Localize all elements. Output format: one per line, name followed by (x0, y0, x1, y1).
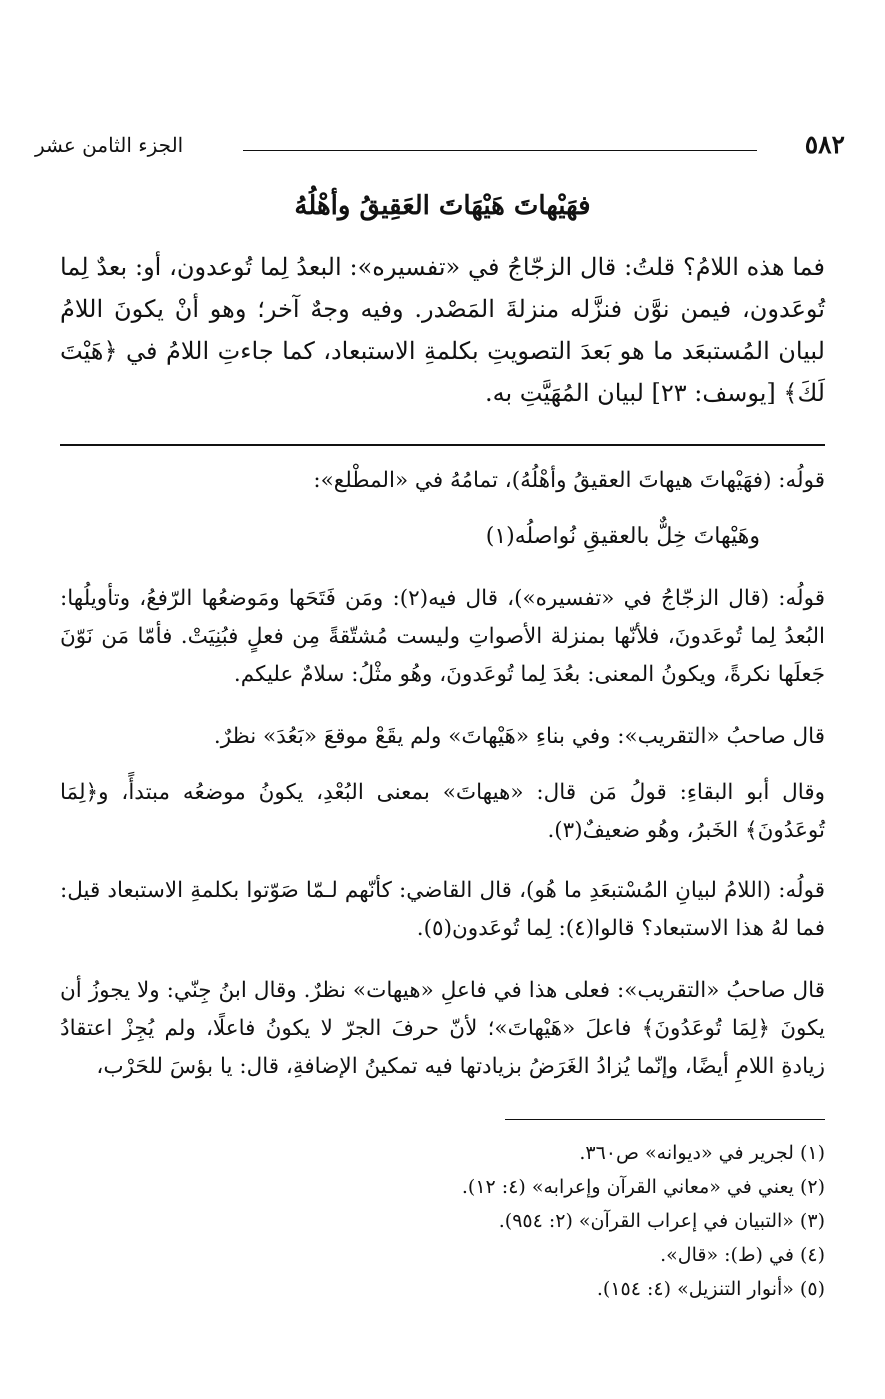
footnote-rule (505, 1119, 825, 1120)
running-head: الجزء الثامن عشر (35, 133, 184, 157)
footnote-5: (٥) «أنوار التنزيل» (٤: ١٥٤). (596, 1278, 825, 1300)
commentary-paragraph-5: قولُه: (اللامُ لبيانِ المُسْتبعَدِ ما هُو)، قال القاضي: كأنّهم لـمّا صَوّتوا بكلمةِ الاستبعاد قيل: فما لهُ هذا الاستبعاد؟ قالوا(٤): لِما تُوعَدون(٥). (60, 878, 825, 941)
main-commentary-separator (60, 444, 825, 446)
footnote-4: (٤) في (ط): «قال». (660, 1244, 825, 1266)
footnote-2: (٢) يعني في «معاني القرآن وإعرابه» (٤: ١٢). (461, 1176, 825, 1198)
footnote-1: (١) لجرير في «ديوانه» ص٣٦٠. (579, 1142, 825, 1164)
poetry-verse: وهَيْهاتَ خِلٌّ بالعقيقِ نُواصلُه(١) (485, 524, 760, 549)
footnote-3: (٣) «التبيان في إعراب القرآن» (٢: ٩٥٤). (498, 1210, 825, 1232)
commentary-paragraph-6: قال صاحبُ «التقريب»: فعلى هذا في فاعلِ «هيهات» نظرٌ. وقال ابنُ جِنّي: ولا يجوزُ أن يكونَ ﴿لِمَا تُوعَدُونَ﴾ فاعلَ «هَيْهاتَ»؛ لأنّ حرفَ الجرّ لا يكونُ فاعلًا، ولم يُجِزْ اعتقادُ زيادةِ اللامِ أيضًا، وإنّما يُزادُ الغَرَضُ بزيادتها فيه تمكينُ الإضافةِ، قال: يا بؤسَ للحَرْب، (60, 978, 825, 1079)
footnotes (60, 1136, 825, 1306)
commentary-paragraph-1: قولُه: (فهَيْهاتَ هيهاتَ العقيقُ وأهْلُهُ)، تمامُهُ في «المطْلع»: (313, 468, 825, 493)
commentary-paragraph-2: قولُه: (قال الزجّاجُ في «تفسيره»)، قال فيه(٢): ومَن فَتَحَها ومَوضعُها الرّفعُ، وتأويلُها: البُعدُ لِما تُوعَدونَ، فلأنّها بمنزلة الأصواتِ وليست مُشتّقةً مِن فعلٍ فبُنِيَتْ. فأمّا مَن نَوّنَ جَعلَها نكرةً، ويكونُ المعنى: بعُدَ لِما تُوعَدونَ، وهُو مثْلُ: سلامٌ عليكم. (60, 586, 825, 687)
page-number: ٥٨٢ (804, 130, 845, 159)
main-text-paragraph: فما هذه اللامُ؟ قلتُ: قال الزجّاجُ في «تفسيره»: البعدُ لِما تُوعدون، أو: بعدٌ لِما تُوعَدون، فيمن نوَّن فنزَّله منزلةَ المَصْدر. وفيه وجهٌ آخر؛ وهو أنْ يكونَ اللامُ لبيان المُستبعَد ما هو بَعدَ التصويتِ بكلمةِ الاستبعاد، كما جاءتِ اللامُ في ﴿هَيْتَ لَكَ﴾ [يوسف: ٢٣] لبيان المُهَيَّتِ به. (60, 253, 825, 407)
header-rule (243, 150, 757, 151)
commentary-paragraph-3: قال صاحبُ «التقريب»: وفي بناءِ «هَيْهاتَ» ولم يقَعْ موقعَ «بَعُدَ» نظرٌ. (213, 724, 825, 749)
section-title: فهَيْهاتَ هَيْهَاتَ العَقِيقُ وأهْلُهُ (294, 191, 591, 221)
page-header (35, 128, 845, 168)
commentary-paragraph-4: وقال أبو البقاءِ: قولُ مَن قال: «هيهاتَ» بمعنى البُعْدِ، يكونُ موضعُه مبتدأً، و﴿لِمَا تُوعَدُونَ﴾ الخَبرُ، وهُو ضعيفٌ(٣). (60, 780, 825, 843)
